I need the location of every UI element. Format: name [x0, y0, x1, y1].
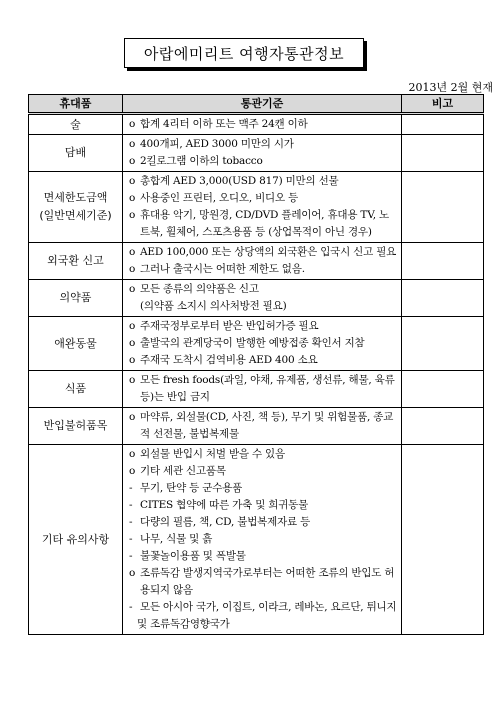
remarks-cell: [402, 317, 484, 371]
criteria-item: [129, 173, 397, 190]
criteria-text: CITES 협약에 따른 가축 및 희귀동물: [140, 499, 309, 511]
criteria-text: 주재국 도착시 검역비용 AED 400 소요: [140, 354, 318, 366]
criteria-item: [129, 153, 397, 170]
customs-table: [28, 94, 484, 635]
criteria-text: 마약류, 외설물(CD, 사진, 책 등), 무기 및 위험물품, 종교적 선전물, 불법복제물: [140, 411, 394, 440]
criteria-item: [129, 372, 397, 406]
remarks-cell: [402, 280, 484, 317]
category-label: 담배: [64, 146, 87, 159]
date-note: 2013년 2월 현재: [408, 81, 493, 94]
dash-marker: -: [129, 499, 133, 511]
criteria-item: [129, 514, 397, 531]
category-label: 면세한도금액: [43, 191, 108, 204]
criteria-item: [129, 352, 397, 369]
table-row: [29, 445, 484, 635]
criteria-cell: [123, 371, 402, 408]
table-row: [29, 317, 484, 371]
remarks-cell: [402, 371, 484, 408]
table-row: [29, 114, 484, 135]
category-label: 외국환 신고: [47, 254, 104, 267]
table-row: [29, 172, 484, 243]
criteria-text: 기타 세관 신고품목: [140, 465, 226, 477]
circle-bullet-marker: o: [129, 155, 136, 167]
category-label: 식품: [64, 382, 87, 395]
criteria-item: [129, 599, 397, 633]
category-label: 애완동물: [54, 336, 97, 350]
header-criteria: 통관기준: [123, 95, 402, 114]
criteria-item: [129, 207, 397, 241]
criteria-cell: [123, 317, 402, 371]
document-title: [124, 38, 364, 68]
table-row: [29, 371, 484, 408]
criteria-item: [129, 298, 397, 315]
circle-bullet-marker: o: [129, 567, 136, 579]
category-label: 반입불허품목: [43, 419, 108, 432]
category-cell: [29, 172, 123, 243]
criteria-text: 400개피, AED 3000 미만의 시가: [140, 138, 294, 150]
category-cell: [29, 135, 123, 172]
category-cell: [29, 408, 123, 445]
category-label: 기타 유의사항: [41, 532, 110, 546]
criteria-cell: [123, 445, 402, 635]
circle-bullet-marker: o: [129, 118, 136, 130]
criteria-item: [129, 565, 397, 599]
criteria-text: 나무, 식물 및 흙: [140, 533, 213, 545]
criteria-cell: [123, 280, 402, 317]
dash-marker: -: [129, 482, 133, 494]
category-label: 술: [70, 117, 81, 131]
criteria-item: [129, 497, 397, 514]
remarks-cell: [402, 408, 484, 445]
table-body: [29, 114, 484, 635]
criteria-item: [129, 136, 397, 153]
criteria-cell: [123, 172, 402, 243]
category-cell: [29, 243, 123, 280]
category-cell: [29, 317, 123, 371]
criteria-item: [129, 116, 397, 133]
circle-bullet-marker: o: [129, 138, 136, 150]
dash-marker: -: [129, 516, 133, 528]
remarks-cell: [402, 445, 484, 635]
criteria-item: [129, 318, 397, 335]
category-cell: [29, 280, 123, 317]
dash-marker: -: [129, 601, 133, 613]
criteria-text: 총합계 AED 3,000(USD 817) 미만의 선물: [140, 175, 339, 187]
circle-bullet-marker: o: [129, 209, 136, 221]
criteria-item: [129, 190, 397, 207]
circle-bullet-marker: o: [129, 192, 136, 204]
circle-bullet-marker: o: [129, 374, 136, 386]
category-label: (일반면세기준): [39, 209, 112, 222]
criteria-text: 2킬로그램 이하의 tobacco: [140, 155, 263, 167]
criteria-item: [129, 446, 397, 463]
criteria-cell: [123, 114, 402, 135]
table-row: [29, 135, 484, 172]
criteria-item: [129, 244, 397, 261]
criteria-item: [129, 409, 397, 443]
criteria-item: [129, 335, 397, 352]
criteria-item: [129, 463, 397, 480]
criteria-text: AED 100,000 또는 상당액의 외국환은 입국시 신고 필요: [140, 246, 397, 258]
header-remarks: 비고: [402, 95, 484, 114]
criteria-text: 모든 아시아 국가, 이집트, 이라크, 레바논, 요르단, 튀니지 및 조류독감영향국가: [137, 601, 397, 630]
criteria-item: [129, 531, 397, 548]
circle-bullet-marker: o: [129, 175, 136, 187]
criteria-text: 주재국정부로부터 받은 반입허가증 필요: [140, 320, 319, 332]
criteria-cell: [123, 408, 402, 445]
circle-bullet-marker: o: [129, 246, 136, 258]
remarks-cell: [402, 243, 484, 280]
circle-bullet-marker: o: [129, 354, 136, 366]
criteria-cell: [123, 243, 402, 280]
circle-bullet-marker: o: [129, 337, 136, 349]
circle-bullet-marker: o: [129, 465, 136, 477]
criteria-text: 합계 4리터 이하 또는 맥주 24캔 이하: [140, 118, 308, 130]
category-label: 의약품: [59, 291, 92, 304]
circle-bullet-marker: o: [129, 448, 136, 460]
dash-marker: -: [129, 550, 133, 562]
criteria-text: 무기, 탄약 등 군수용품: [140, 482, 243, 494]
circle-bullet-marker: o: [129, 283, 136, 295]
criteria-item: [129, 261, 397, 278]
remarks-cell: [402, 172, 484, 243]
document-title-text: 아랍에미리트 여행자통관정보: [143, 44, 345, 63]
table-row: [29, 408, 484, 445]
category-cell: [29, 371, 123, 408]
circle-bullet-marker: o: [129, 263, 136, 275]
criteria-text: 외설물 반입시 처벌 받을 수 있음: [140, 448, 285, 460]
criteria-text: 불꽃놀이용품 및 폭발물: [140, 550, 246, 562]
table-row: [29, 280, 484, 317]
criteria-cell: [123, 135, 402, 172]
criteria-text: 모든 종류의 의약품은 신고: [140, 283, 259, 295]
criteria-text: 휴대용 악기, 망원경, CD/DVD 플레이어, 휴대용 TV, 노트북, 휠체어, 스포츠용품 등 (상업목적이 아닌 경우): [140, 209, 389, 238]
criteria-text: 조류독감 발생지역국가로부터는 어떠한 조류의 반입도 허용되지 않음: [140, 567, 395, 596]
criteria-item: [129, 281, 397, 298]
table-row: [29, 243, 484, 280]
category-cell: [29, 114, 123, 135]
criteria-text: 출발국의 관계당국이 발행한 예방접종 확인서 지참: [140, 337, 365, 349]
criteria-text: 다량의 필름, 책, CD, 불법복제자료 등: [140, 516, 311, 528]
criteria-item: [129, 480, 397, 497]
criteria-text: 모든 fresh foods(과일, 야채, 유제품, 생선류, 해물, 육류 등)는 반입 금지: [140, 374, 395, 403]
criteria-text: 사용중인 프린터, 오디오, 비디오 등: [140, 192, 299, 204]
criteria-text: 그러나 출국시는 어떠한 제한도 없음.: [140, 263, 305, 275]
header-item: 휴대품: [29, 95, 123, 114]
criteria-item: [129, 548, 397, 565]
remarks-cell: [402, 114, 484, 135]
remarks-cell: [402, 135, 484, 172]
category-cell: [29, 445, 123, 635]
dash-marker: -: [129, 533, 133, 545]
circle-bullet-marker: o: [129, 411, 136, 423]
header-row: [29, 95, 484, 114]
criteria-text: (의약품 소지시 의사처방전 필요): [140, 300, 287, 312]
circle-bullet-marker: o: [129, 320, 136, 332]
